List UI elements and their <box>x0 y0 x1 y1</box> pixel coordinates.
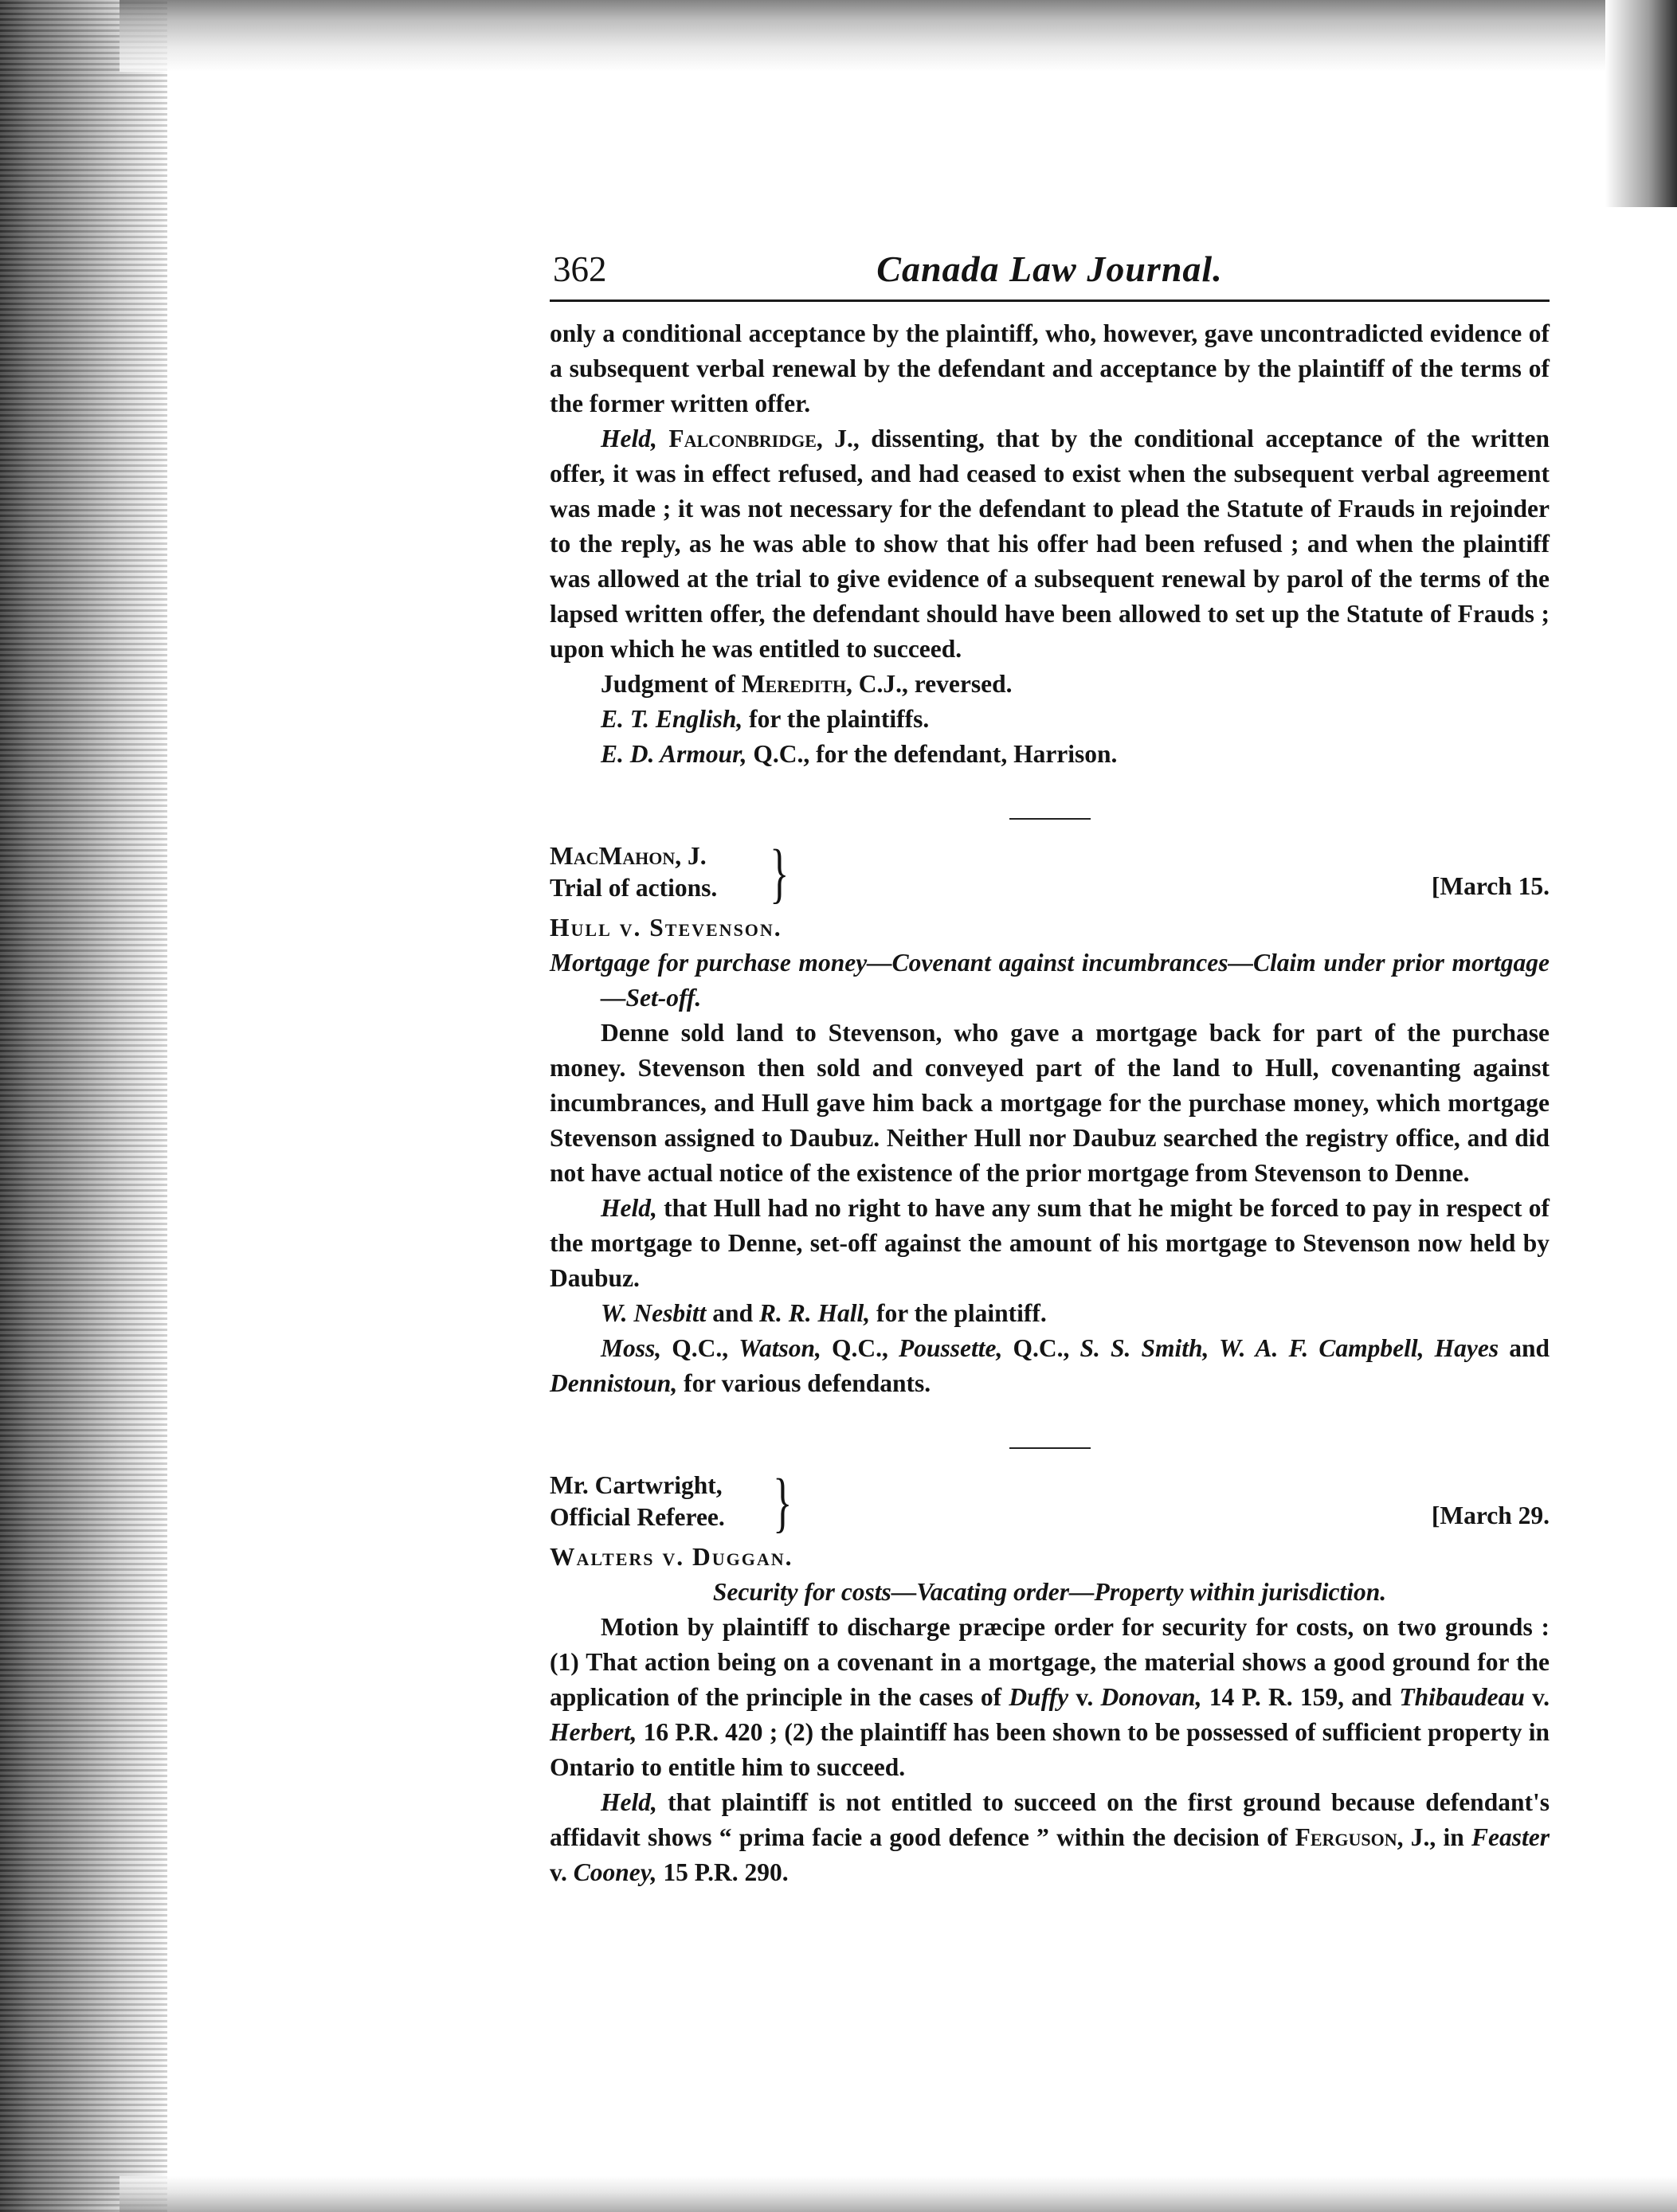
counsel-name: W. Nesbitt <box>601 1299 707 1327</box>
counsel-name: E. D. Armour, <box>601 740 747 768</box>
held-label: Held, <box>601 425 657 452</box>
counsel-role: Q.C., for the defendant, Harrison. <box>753 740 1118 768</box>
page-number: 362 <box>553 249 607 289</box>
journal-page <box>550 245 1550 1890</box>
court-division: Official Referee. <box>550 1503 725 1531</box>
held-text: J., dissenting, that by the conditional acceptance of the written offer, it was in effect refused, and had ceased to exist when the subsequent verbal agreement was made ; it was not necessary for the defendant to plead the Statute of Frauds in rejoinder to the reply, as he was able to show that his offer had been refused ; and when the plaintiff was allowed at the trial to give evidence of a subsequent renewal by parol of the terms of the lapsed written offer, the defendant should have been allowed to set up the Statute of Frauds ; upon which he was entitled to succeed. <box>550 425 1550 663</box>
section-divider <box>1009 818 1091 820</box>
versus: v. <box>1532 1683 1550 1711</box>
case-headnote: Mortgage for purchase money—Covenant against incumbrances—Claim under prior mortgage—Set-off. <box>550 949 1550 1012</box>
case-1-judgment <box>601 667 1550 702</box>
held-text: that plaintiff is not entitled to succeed on the first ground because defendant's affidavit shows “ prima facie a good defence ” within the decision of <box>550 1788 1550 1851</box>
counsel-name: Watson, <box>739 1334 821 1362</box>
motion-text: Motion by plaintiff to discharge præcipe order for security for costs, on two grounds : (1) That action being on a covenant in a mortgage, the material shows a good ground for the application of the principle in the cases of <box>550 1613 1550 1711</box>
case-2-facts: Denne sold land to Stevenson, who gave a mortgage back for part of the purchase money. Stevenson then sold and conveyed part of the land to Hull, covenanting against incumbrances, and Hull gave him back a mortgage for the purchase money, which mortgage Stevenson assigned to Daubuz. Neither Hull nor Daubuz searched the registry office, and did not have actual notice of the existence of the prior mortgage from Stevenson to Denne. <box>550 1019 1550 1187</box>
versus: v. <box>550 1858 567 1886</box>
counsel-name: Dennistoun, <box>550 1369 678 1397</box>
held-text: J., in <box>1410 1823 1464 1851</box>
page-header <box>550 245 1550 302</box>
case-1-held <box>550 421 1550 667</box>
qc-suffix: Q.C., <box>831 1334 888 1362</box>
case-2-court <box>550 840 717 904</box>
judge-name: Ferguson, <box>1295 1823 1404 1851</box>
case-citation: Thibaudeau <box>1399 1683 1525 1711</box>
case-citation: Duffy <box>1009 1683 1069 1711</box>
brace-glyph: } <box>770 836 790 910</box>
qc-suffix: Q.C., <box>1013 1334 1070 1362</box>
judge-name: Meredith, <box>741 670 852 698</box>
court-judge: MacMahon, J. <box>550 842 707 870</box>
case-3-court <box>550 1470 725 1533</box>
case-3-court-row <box>550 1466 1550 1540</box>
case-1-counsel-plaintiffs <box>601 702 1550 737</box>
court-division: Trial of actions. <box>550 874 718 902</box>
case-1-counsel-defendant <box>601 737 1550 772</box>
case-2-court-row <box>550 836 1550 910</box>
scan-bottom-edge <box>120 2176 1677 2212</box>
conjunction: and <box>712 1299 754 1327</box>
judgment-suffix: C.J., reversed. <box>858 670 1013 698</box>
case-2-held <box>550 1191 1550 1296</box>
scan-right-edge <box>1605 0 1677 207</box>
counsel-name: E. T. English, <box>601 705 743 733</box>
held-label: Held, <box>601 1194 657 1222</box>
counsel-name: Poussette, <box>898 1334 1003 1362</box>
court-judge: Mr. Cartwright, <box>550 1471 723 1499</box>
case-3-motion <box>550 1610 1550 1785</box>
case-2-section <box>550 836 1550 1401</box>
case-citation: Donovan, <box>1100 1683 1202 1711</box>
judge-name: Falconbridge, <box>668 425 823 452</box>
motion-text: 14 P. R. 159, and <box>1209 1683 1393 1711</box>
counsel-name: R. R. Hall, <box>758 1299 871 1327</box>
case-1-section <box>550 316 1550 772</box>
case-citation: Feaster <box>1471 1823 1550 1851</box>
scan-top-edge <box>120 0 1677 72</box>
counsel-role: for the plaintiff. <box>876 1299 1047 1327</box>
case-name: Hull v. Stevenson. <box>550 914 782 942</box>
scan-left-edge <box>0 0 167 2212</box>
journal-title: Canada Law Journal. <box>876 249 1223 289</box>
counsel-name: Moss, <box>601 1334 662 1362</box>
held-text: that Hull had no right to have any sum that he might be forced to pay in respect of the mortgage to Denne, set-off against the amount of his mortgage to Stevenson now held by Daubuz. <box>550 1194 1550 1292</box>
case-date: [March 29. <box>1431 1501 1550 1529</box>
case-date: [March 15. <box>1431 872 1550 900</box>
motion-text: 16 P.R. 420 ; (2) the plaintiff has been shown to be possessed of sufficient property in Ontario to entitle him to succeed. <box>550 1718 1550 1781</box>
case-name: Walters v. Duggan. <box>550 1543 793 1571</box>
held-label: Held, <box>601 1788 657 1816</box>
case-3-section <box>550 1466 1550 1890</box>
section-divider <box>1009 1447 1091 1449</box>
brace-glyph: } <box>773 1466 793 1540</box>
case-2-counsel-defendants <box>550 1331 1550 1401</box>
case-headnote: Security for costs—Vacating order—Property within jurisdiction. <box>712 1578 1387 1606</box>
case-1-paragraph: only a conditional acceptance by the plaintiff, who, however, gave uncontradicted evidence of a subsequent verbal renewal by the defendant and acceptance by the plaintiff of the terms of the former written offer. <box>550 319 1550 417</box>
case-citation: Cooney, <box>573 1858 657 1886</box>
case-3-held <box>550 1785 1550 1890</box>
case-2-counsel-plaintiff <box>601 1296 1550 1331</box>
case-citation: Herbert, <box>550 1718 637 1746</box>
counsel-name: S. S. Smith, W. A. F. Campbell, Hayes <box>1079 1334 1499 1362</box>
judgment-prefix: Judgment of <box>601 670 735 698</box>
page-body <box>550 316 1550 1890</box>
qc-suffix: Q.C., <box>672 1334 729 1362</box>
conjunction: and <box>1509 1334 1550 1362</box>
counsel-role: for the plaintiffs. <box>749 705 930 733</box>
report-citation: 15 P.R. 290. <box>663 1858 789 1886</box>
counsel-role: for various defendants. <box>684 1369 931 1397</box>
versus: v. <box>1076 1683 1094 1711</box>
